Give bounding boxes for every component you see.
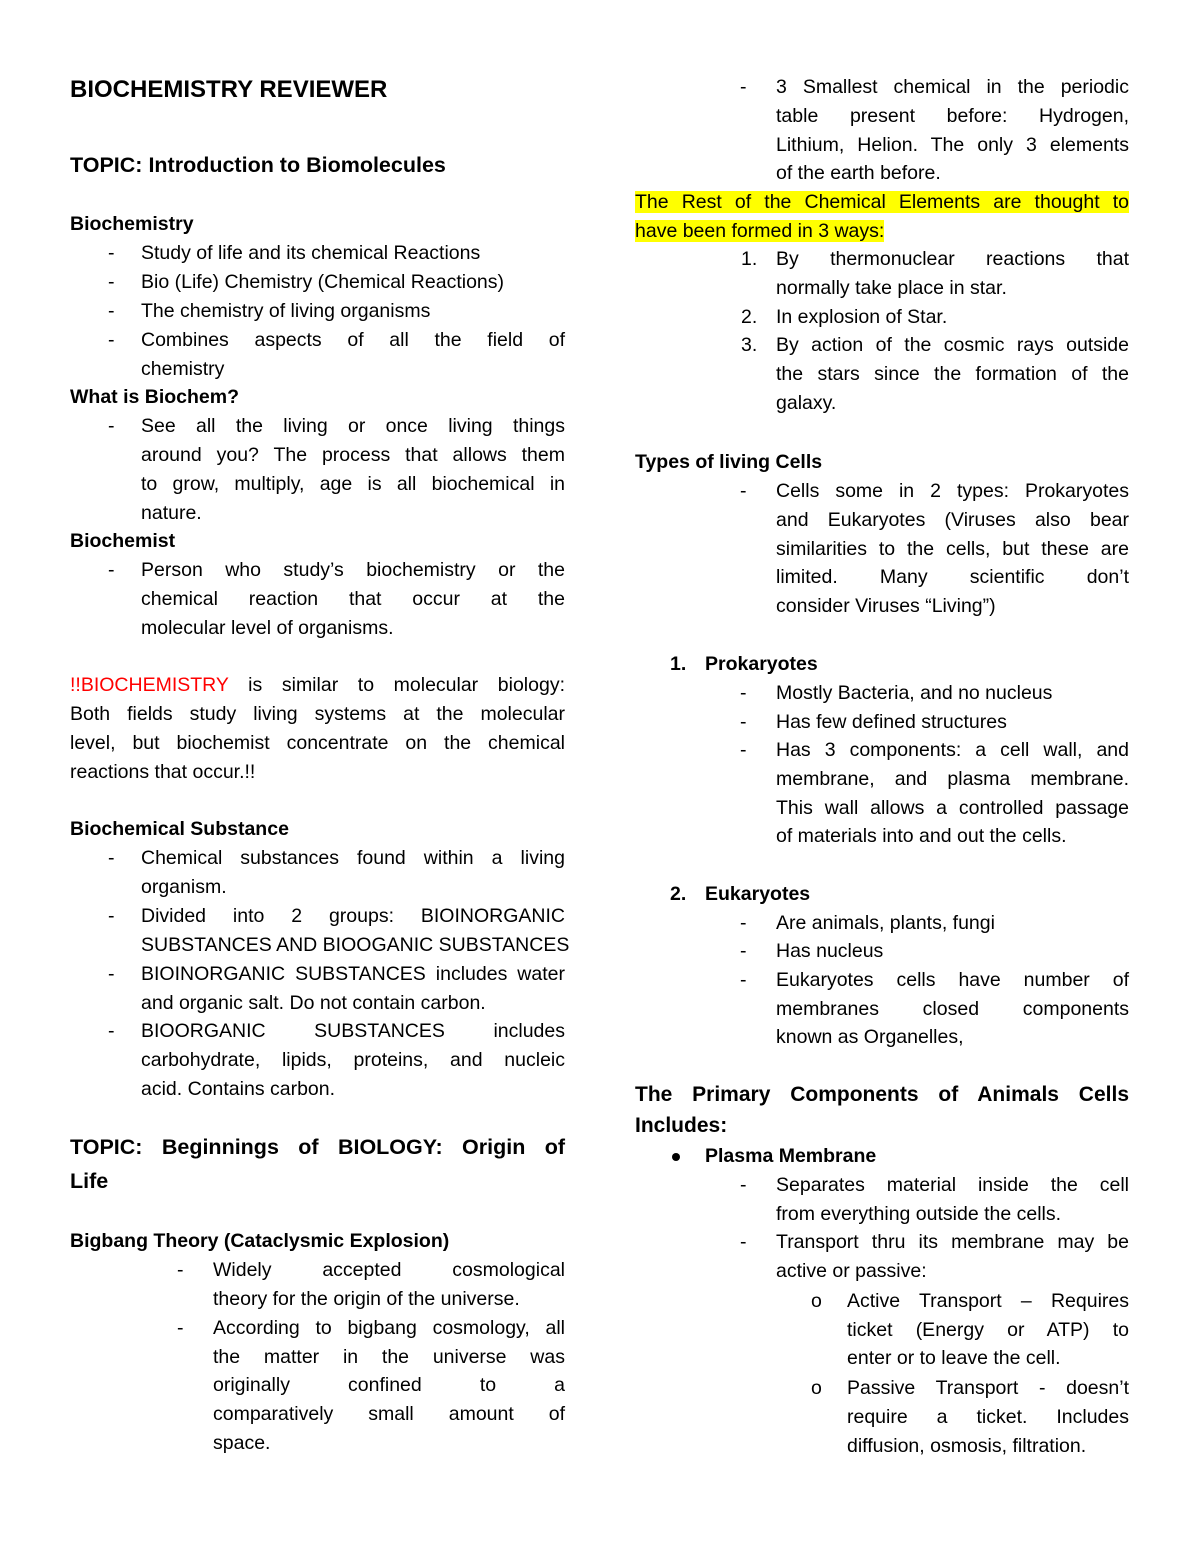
text-line: SUBSTANCES AND BIOOGANIC SUBSTANCES	[141, 934, 570, 956]
heading-biochemistry: Biochemistry	[70, 213, 194, 235]
text-line: originally confined to a	[213, 1374, 565, 1396]
text-line: carbohydrate, lipids, proteins, and nucleic	[141, 1049, 565, 1071]
dash-marker: -	[177, 1317, 184, 1339]
dash-marker: -	[740, 1174, 747, 1196]
number-marker: 2.	[741, 306, 758, 328]
dash-marker: -	[108, 963, 115, 985]
heading-types-of-living-cells: Types of living Cells	[635, 451, 823, 473]
text-line: normally take place in star.	[776, 277, 1007, 299]
dash-marker: -	[108, 905, 115, 927]
dash-marker: -	[740, 76, 747, 98]
dash-marker: -	[108, 242, 115, 264]
text-line: of materials into and out the cells.	[776, 825, 1067, 847]
number-marker: 3.	[741, 334, 758, 356]
document-page: BIOCHEMISTRY REVIEWER TOPIC: Introduction to Biomolecules Biochemistry - Study of life and its chemical Reactions - Bio (Life) Chemistry (Chemical Reactions) - The chemistry of living organisms - Combines aspects of all the field of chemistry What is Biochem? - See all the living or once living things around you? The process that allows them to grow, multiply, age is all biochemical in nature. Biochemist - Person who study’s biochemistry or the chemical reaction that occur at the molecular level of organisms. !!BIOCHEMISTRY is similar to molecular biology: Both fields study living systems at the molecular level, but biochemist concentrate on the chemical reactions that occur.!! Biochemical Substance - Chemical substances found within a living organism. - Divided into 2 groups: BIOINORGANIC SUBSTANCES AND BIOOGANIC SUBSTANCES - BIOINORGANIC SUBSTANCES includes water and organic salt. Do not contain carbon. - BIOORGANIC SUBSTANCES includes carbohydrate, lipids, proteins, and nucleic acid. Contains carbon. TOPIC: Beginnings of BIOLOGY: Origin of Life Bigbang Theory (Cataclysmic Explosion) - Widely accepted cosmological theory for the origin of the universe. - According to bigbang cosmology, all the matter in the universe was originally confined to a comparatively small amount of space. - 3 Smallest chemical in the periodic table present before: Hydrogen, Lithium, Helion. The only 3 elements of the earth before. The Rest of the Chemical Elements are thought to have been formed in 3 ways: 1. By thermonuclear reactions that normally take place in star. 2. In explosion of Star. 3. By action of the cosmic rays outside the stars since the formation of the galaxy. Types of living Cells - Cells some in 2 types: Prokaryotes and Eukaryotes (Viruses also bear similarities to the cells, but these are limited. Many scientific don’t consider Viruses “Living”) 1. Prokaryotes - Mostly Bacteria, and no nucleus - Has few defined structures - Has 3 components: a cell wall, and membrane, and plasma membrane. This wall allows a controlled passage of materials into and out the cells. 2. Eukaryotes - Are animals, plants, fungi - Has nucleus - Eukaryotes cells have number of membranes closed components known as Organelles, The Primary Components of Animals Cells Includes: Plasma Membrane - Separates material inside the cell from everything outside the cells. - Transport thru its membrane may be active or passive: o Active Transport – Requires ticket (Energy or ATP) to enter or to leave the cell. o Passive Transport - doesn’t require a ticket. Includes diffusion, osmosis, filtration.	[0, 0, 1200, 1553]
dash-marker: -	[108, 847, 115, 869]
text-line: of the earth before.	[776, 162, 941, 184]
text-line: molecular level of organisms.	[141, 617, 394, 639]
dash-marker: -	[740, 1231, 747, 1253]
text-line: membrane, and plasma membrane.	[776, 768, 1129, 790]
text-line: galaxy.	[776, 392, 837, 414]
text-line: This wall allows a controlled passage	[776, 797, 1129, 819]
text-line: known as Organelles,	[776, 1026, 964, 1048]
note-line: level, but biochemist concentrate on the chemical	[70, 732, 565, 754]
note-line: reactions that occur.!!	[70, 761, 256, 783]
number-marker: 1.	[741, 248, 758, 270]
topic-heading-origin-line2: Life	[70, 1169, 109, 1193]
text-line: theory for the origin of the universe.	[213, 1288, 520, 1310]
note-line: Both fields study living systems at the molecular	[70, 703, 565, 725]
heading-primary-components-line2: Includes:	[635, 1114, 728, 1137]
dash-marker: -	[108, 329, 115, 351]
text-line: ticket (Energy or ATP) to	[847, 1319, 1129, 1341]
text-line: require a ticket. Includes	[847, 1406, 1129, 1428]
text-line: active or passive:	[776, 1260, 927, 1282]
dash-marker: -	[108, 415, 115, 437]
heading-biochemical-substance: Biochemical Substance	[70, 818, 289, 840]
text-line: to grow, multiply, age is all biochemical in	[141, 473, 565, 495]
text-line: similarities to the cells, but these are	[776, 538, 1129, 560]
text-line: limited. Many scientific don’t	[776, 566, 1129, 588]
dash-marker: -	[740, 739, 747, 761]
text-line: enter or to leave the cell.	[847, 1347, 1061, 1369]
text-line: the matter in the universe was	[213, 1346, 565, 1368]
text-line: consider Viruses “Living”)	[776, 595, 996, 617]
biochemistry-keyword: BIOCHEMISTRY	[80, 674, 229, 696]
dash-marker: -	[108, 559, 115, 581]
dash-marker: -	[108, 300, 115, 322]
text-line: and Eukaryotes (Viruses also bear	[776, 509, 1129, 531]
circle-marker: o	[811, 1290, 822, 1312]
circle-marker: o	[811, 1377, 822, 1399]
text-line: nature.	[141, 502, 202, 524]
highlighted-line: have been formed in 3 ways:	[635, 220, 885, 242]
dash-marker: -	[740, 682, 747, 704]
heading-primary-components-line1: The Primary Components of Animals Cells	[635, 1083, 1129, 1106]
dash-marker: -	[108, 1020, 115, 1042]
text-line: chemical reaction that occur at the	[141, 588, 565, 610]
text-line: around you? The process that allows them	[141, 444, 565, 466]
text-line: from everything outside the cells.	[776, 1203, 1062, 1225]
text-line: comparatively small amount of	[213, 1403, 565, 1425]
dash-marker: -	[740, 940, 747, 962]
dash-marker: -	[740, 912, 747, 934]
dash-marker: -	[177, 1259, 184, 1281]
text-line: the stars since the formation of the	[776, 363, 1129, 385]
heading-biochemist: Biochemist	[70, 530, 176, 552]
text-line: space.	[213, 1432, 271, 1454]
text-line: diffusion, osmosis, filtration.	[847, 1435, 1087, 1457]
topic-heading-biomolecules: TOPIC: Introduction to Biomolecules	[70, 153, 446, 177]
document-title: BIOCHEMISTRY REVIEWER	[70, 76, 388, 103]
dash-marker: -	[108, 271, 115, 293]
dash-marker: -	[740, 969, 747, 991]
text-line: membranes closed components	[776, 998, 1129, 1020]
topic-heading-origin-line1: TOPIC: Beginnings of BIOLOGY: Origin of	[70, 1135, 565, 1159]
note-line: !!BIOCHEMISTRY is similar to molecular biology:	[70, 674, 565, 696]
dash-marker: -	[740, 711, 747, 733]
text-line: organism.	[141, 876, 227, 898]
dash-marker: -	[740, 480, 747, 502]
text-line: table present before: Hydrogen,	[776, 105, 1129, 127]
bullet-icon	[672, 1153, 680, 1161]
heading-what-is-biochem: What is Biochem?	[70, 386, 240, 408]
text-line: Lithium, Helion. The only 3 elements	[776, 134, 1129, 156]
list-item-continuation: chemistry	[141, 358, 225, 380]
text-line: acid. Contains carbon.	[141, 1078, 336, 1100]
text-line: and organic salt. Do not contain carbon.	[141, 992, 486, 1014]
highlighted-line: The Rest of the Chemical Elements are thought to	[635, 191, 1129, 213]
heading-bigbang-theory: Bigbang Theory (Cataclysmic Explosion)	[70, 1230, 450, 1252]
